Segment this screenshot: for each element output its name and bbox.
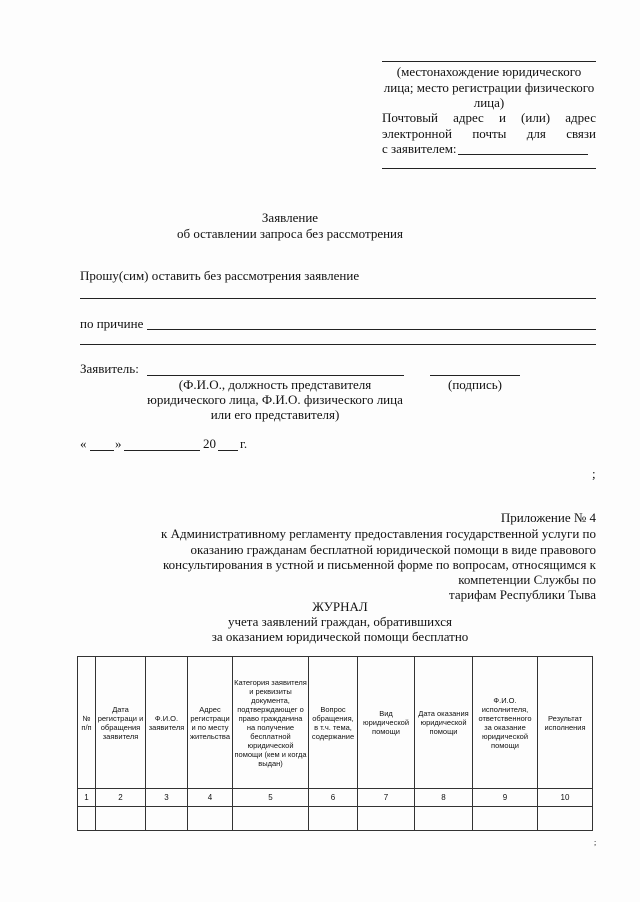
date-month-line	[124, 450, 200, 451]
reason-line	[147, 329, 596, 330]
request-line	[80, 298, 596, 299]
table-cell	[233, 807, 309, 831]
column-number: 3	[146, 789, 188, 807]
fio-note-2: юридического лица, Ф.И.О. физического лица	[147, 392, 403, 407]
date-close-quote: »	[115, 436, 122, 451]
column-number: 1	[78, 789, 96, 807]
annex-title: Приложение № 4	[500, 510, 596, 525]
date-day-line	[90, 450, 114, 451]
column-header: Категория заявителя и реквизиты документа, подтверждающег о право гражданина на получение бесплатной юридической помощи (кем и когда выдан)	[233, 657, 309, 789]
location-note-2: лица; место регистрации физического	[383, 80, 595, 95]
column-number: 9	[473, 789, 538, 807]
annex-line-1: к Административному регламенту предоставления государственной услуги по	[161, 526, 596, 541]
table-cell	[473, 807, 538, 831]
fio-note-1: (Ф.И.О., должность представителя	[178, 377, 372, 392]
postal-line-2: электронной почты для связи	[382, 126, 596, 141]
date-year-line	[218, 450, 238, 451]
reason-line-2	[80, 344, 596, 345]
annex-line-5: тарифам Республики Тыва	[449, 587, 596, 602]
table-cell	[309, 807, 358, 831]
request-text: Прошу(сим) оставить без рассмотрения заявление	[80, 268, 360, 283]
applicant-fio-line	[147, 375, 404, 376]
date-year-suffix: г.	[240, 436, 248, 451]
column-number: 8	[415, 789, 473, 807]
journal-table	[77, 656, 593, 831]
journal-header-row	[78, 657, 593, 789]
location-note-3: лица)	[473, 95, 505, 110]
column-header: № п/п	[78, 657, 96, 789]
postal-line-3: с заявителем:	[382, 141, 457, 156]
column-header: Дата оказания юридической помощи	[415, 657, 473, 789]
table-cell	[146, 807, 188, 831]
reason-label: по причине	[80, 316, 144, 331]
column-header: Дата регистраци и обращения заявителя	[96, 657, 146, 789]
annex-line-2: оказанию гражданам бесплатной юридической помощи в виде правового	[190, 542, 596, 557]
column-number: 2	[96, 789, 146, 807]
applicant-signature-line	[430, 375, 520, 376]
column-header: Вопрос обращения, в т.ч. тема, содержание	[309, 657, 358, 789]
annex-line-3: консультирования в устной и письменной форме по вопросам, относящимся к	[162, 557, 596, 572]
footer-mark: ;	[594, 838, 597, 847]
table-cell	[358, 807, 415, 831]
separator-mark: ;	[592, 466, 596, 481]
column-number: 4	[188, 789, 233, 807]
table-cell	[188, 807, 233, 831]
column-header: Ф.И.О. исполнителя, ответственного за оказание юридической помощи	[473, 657, 538, 789]
table-cell	[78, 807, 96, 831]
application-subtitle: об оставлении запроса без рассмотрения	[176, 226, 403, 241]
applicant-label: Заявитель:	[80, 361, 139, 376]
annex-line-4: компетенции Службы по	[458, 572, 596, 587]
date-year-prefix: 20	[203, 436, 216, 451]
fio-note-3: или его представителя)	[210, 407, 340, 422]
table-cell	[538, 807, 593, 831]
column-header: Вид юридической помощи	[358, 657, 415, 789]
location-line	[382, 61, 596, 62]
column-header: Результат исполнения	[538, 657, 593, 789]
journal-empty-row	[78, 807, 593, 831]
journal-number-row	[78, 789, 593, 807]
postal-line-1: Почтовый адрес и (или) адрес	[382, 110, 596, 125]
column-header: Адрес регистраци и по месту жительства	[188, 657, 233, 789]
application-title: Заявление	[261, 210, 319, 225]
table-cell	[415, 807, 473, 831]
postal-extra-line	[382, 168, 596, 169]
column-header: Ф.И.О. заявителя	[146, 657, 188, 789]
location-note-1: (местонахождение юридического	[396, 64, 582, 79]
column-number: 6	[309, 789, 358, 807]
postal-contact-line	[458, 154, 588, 155]
signature-note: (подпись)	[448, 377, 502, 392]
table-cell	[96, 807, 146, 831]
column-number: 7	[358, 789, 415, 807]
journal-subtitle-1: учета заявлений граждан, обратившихся	[228, 614, 452, 629]
journal-title: ЖУРНАЛ	[312, 599, 368, 614]
journal-subtitle-2: за оказанием юридической помощи бесплатно	[211, 629, 469, 644]
date-open-quote: «	[80, 436, 87, 451]
column-number: 5	[233, 789, 309, 807]
column-number: 10	[538, 789, 593, 807]
